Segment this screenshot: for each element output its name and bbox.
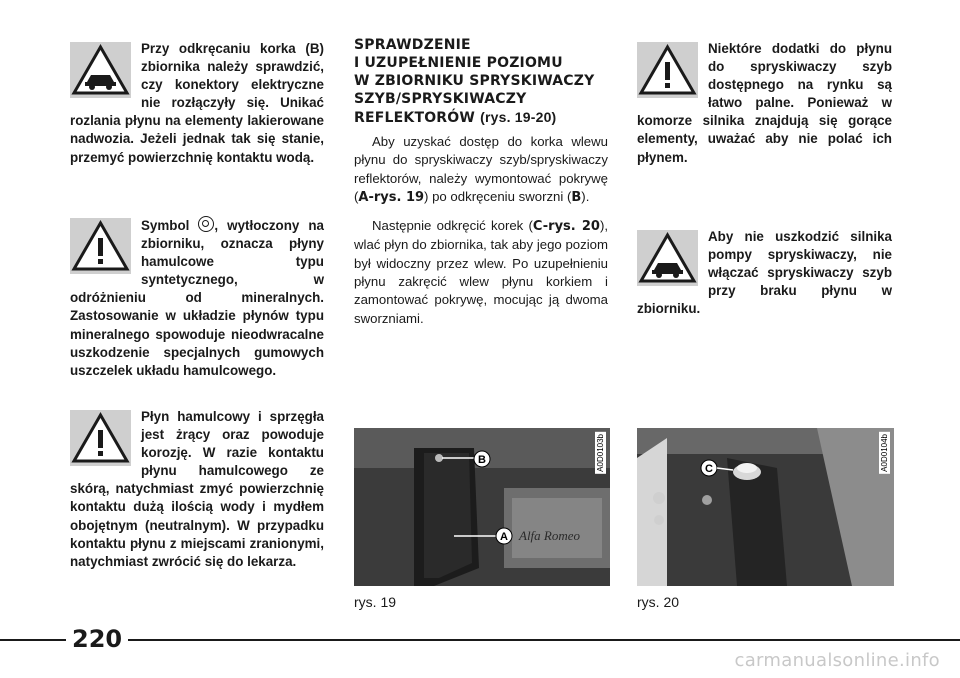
- exclamation-warning-icon: [70, 410, 131, 466]
- footer-rule: [0, 639, 960, 641]
- watermark: carmanualsonline.info: [734, 650, 940, 671]
- warning-text: Płyn hamulcowy i sprzęgła jest żrący oraz powoduje korozję. W razie kontaktu płynu hamulcowego ze skórą, natychmiast zmyć powierzchnię kontaktu dużą ilością wody i mydłem obojętnym (neutralnym). W przypadku kontaktu płynu z miejscami zranionymi, natychmiast zwrócić się do lekarza.: [70, 409, 324, 569]
- car-warning-icon: [70, 42, 131, 98]
- exclamation-warning-icon: [70, 218, 131, 274]
- figure-20-washer-cap: [637, 428, 894, 586]
- warning-text: Przy odkręcaniu korka (B) zbiornika należy sprawdzić, czy konektory elektryczne nie rozłączyły się. Unikać rozlania płynu na elementy lakierowane nadwozia. Jeżeli jednak tak się stanie, przemyć powierzchnię kontaktu wodą.: [70, 41, 324, 165]
- figure-19-caption: rys. 19: [354, 594, 397, 610]
- car-warning-icon: [637, 230, 698, 286]
- warning-brake-symbol: [70, 216, 324, 380]
- warning-text: Symbol , wytłoczony na zbiorniku, oznacza płyny hamulcowe typu syntetycznego, w odróżnieniu od mineralnych. Zastosowanie w układzie płynów typu mineralnego spowoduje nieodwracalne uszkodzenie specjalnych gumowych uszczelek układu hamulcowego.: [70, 218, 324, 378]
- synthetic-fluid-symbol-icon: [198, 216, 214, 232]
- exclamation-warning-icon: [637, 42, 698, 98]
- washer-reservoir-photo: [637, 428, 894, 586]
- svg-text:A: A: [500, 531, 508, 543]
- warning-pump-damage: [637, 228, 892, 318]
- figure-19-engine-cover: [354, 428, 610, 586]
- svg-text:B: B: [478, 454, 486, 466]
- section-title: SPRAWDZENIE I UZUPEŁNIENIE POZIOMU W ZBIORNIKU SPRYSKIWACZY SZYB/SPRYSKIWACZY REFLEKTORÓW (rys. 19-20): [354, 37, 595, 126]
- figure-code: A0D0103b: [596, 434, 605, 472]
- warning-text: Niektóre dodatki do płynu do spryskiwaczy szyb dostępnego na rynku są łatwo palne. Ponieważ w komorze silnika znajdują się gorące elementy, uważać aby nie polać ich płynem.: [637, 41, 892, 165]
- warning-brake-fluid: [70, 408, 324, 571]
- svg-text:C: C: [705, 463, 713, 475]
- paragraph-1: Aby uzyskać dostęp do korka wlewu płynu do spryskiwaczy szyb/spryskiwaczy reflektorów, należy wymontować pokrywę (A-rys. 19) po odkręceniu sworzni (B).: [354, 134, 608, 205]
- paragraph-2: Następnie odkręcić korek (C-rys. 20), wlać płyn do zbiornika, tak aby jego poziom był widoczny przez wlew. Po uzupełnieniu płynu zakręcić wlew płynu korkiem i zamontować pokrywę, mocując ją dwoma sworzniami.: [354, 218, 608, 326]
- engine-bay-photo: [354, 428, 610, 586]
- page-number: 220: [66, 624, 128, 654]
- warning-flammable-additives: [637, 40, 892, 167]
- figure-20-caption: rys. 20: [637, 594, 680, 610]
- figure-code: A0D0104b: [880, 434, 889, 472]
- svg-text:Alfa Romeo: Alfa Romeo: [519, 528, 581, 543]
- warning-remove-cap: [70, 40, 324, 167]
- washer-fluid-section: [354, 36, 608, 338]
- warning-text: Aby nie uszkodzić silnika pompy spryskiwaczy, nie włączać spryskiwaczy szyb przy braku płynu w zbiorniku.: [637, 229, 892, 317]
